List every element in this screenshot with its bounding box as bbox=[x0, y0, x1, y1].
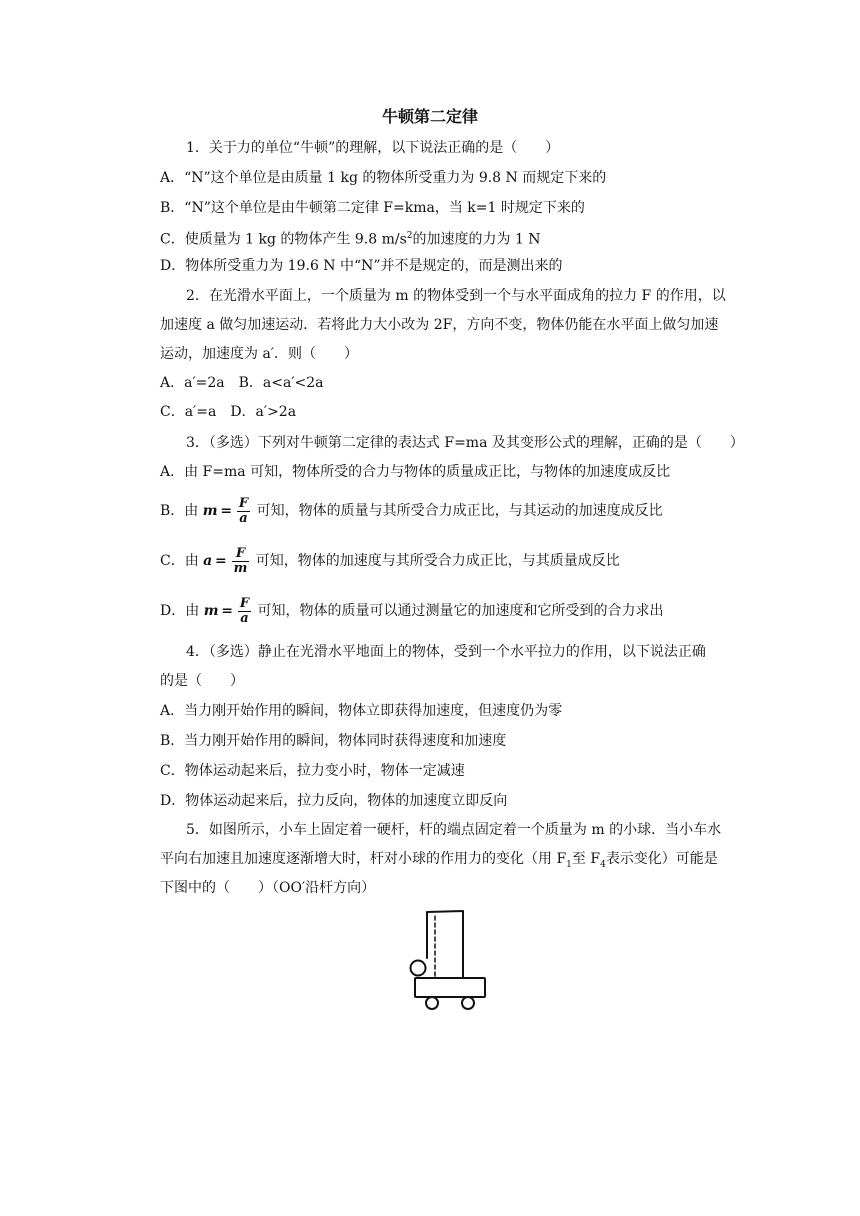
q1-option-b: B．“N”这个单位是由牛顿第二定律 F=kma，当 k=1 时规定下来的 bbox=[160, 200, 585, 216]
q3-option-d-post: 可知，物体的质量可以通过测量它的加速度和它所受到的合力求出 bbox=[257, 603, 664, 619]
q1-option-c-sup: 2 bbox=[406, 231, 413, 241]
ball bbox=[411, 961, 426, 976]
q2-line-3: 运动，加速度为 a′．则（ ） bbox=[160, 346, 358, 362]
q3-stem: 3．（多选）下列对牛顿第二定律的表达式 F=ma 及其变形公式的理解，正确的是（ ） bbox=[186, 435, 744, 451]
q1-option-d: D．物体所受重力为 19.6 N 中“N”并不是规定的，而是测出来的 bbox=[160, 258, 563, 274]
q4-option-b: B．当力刚开始作用的瞬间，物体同时获得速度和加速度 bbox=[160, 733, 507, 749]
q3-option-d-denominator: a bbox=[238, 611, 251, 626]
q1-stem: 1．关于力的单位“牛顿”的理解，以下说法正确的是（ ） bbox=[186, 140, 560, 156]
q3-option-a: A．由 F=ma 可知，物体所受的合力与物体的质量成正比，与物体的加速度成反比 bbox=[160, 464, 671, 480]
q3-option-d: D．由 m = $\frac{F}{a}$ 可知，物体的质量可以通过测量它的加速度和它所受到的合力求出 bbox=[160, 595, 664, 626]
q3-option-b-denominator: a bbox=[237, 511, 250, 526]
q5-line-2-sub-1: 1 bbox=[566, 859, 572, 870]
q2-line-1: 2．在光滑水平面上，一个质量为 m 的物体受到一个与水平面成角的拉力 F 的作用，以 bbox=[186, 288, 726, 304]
q3-option-c-denominator: m bbox=[233, 560, 248, 576]
q3-option-b-lhs: m bbox=[202, 503, 218, 519]
q3-option-b-pre: B．由 bbox=[160, 503, 199, 519]
cart-wheel-right bbox=[462, 997, 474, 1009]
q3-option-c-numerator: F bbox=[235, 545, 246, 561]
page-title: 牛顿第二定律 bbox=[381, 107, 478, 126]
rod bbox=[427, 911, 463, 978]
q3-option-c-pre: C．由 bbox=[160, 553, 199, 569]
q3-option-d-lhs: m bbox=[203, 603, 219, 619]
q5-line-2-post: 表示变化）可能是 bbox=[605, 851, 718, 867]
q1-option-c-pre: C．使质量为 1 kg 的物体产生 9.8 m/s bbox=[160, 231, 407, 248]
q3-option-c-fraction bbox=[232, 547, 250, 576]
q1-option-c-post: 的加速度的力为 1 N bbox=[412, 231, 541, 248]
q2-options-ab: A．a′=2a B．a<a′<2a bbox=[160, 375, 324, 391]
q4-line-1: 4．（多选）静止在光滑水平地面上的物体，受到一个水平拉力的作用，以下说法正确 bbox=[186, 644, 706, 660]
q3-option-d-numerator: F bbox=[239, 595, 250, 611]
cart-body bbox=[415, 978, 485, 997]
q1-option-a: A．“N”这个单位是由质量 1 kg 的物体所受重力为 9.8 N 而规定下来的 bbox=[160, 170, 607, 186]
q3-option-c-post: 可知，物体的加速度与其所受合力成正比，与其质量成反比 bbox=[255, 553, 620, 569]
cart-wheel-left bbox=[426, 997, 438, 1009]
q3-option-d-fraction bbox=[238, 597, 251, 626]
q5-line-2-pre: 平向右加速且加速度逐渐增大时，杆对小球的作用力的变化（用 F bbox=[160, 851, 567, 867]
q4-option-c: C．物体运动起来后，拉力变小时，物体一定减速 bbox=[160, 763, 465, 779]
cart-rod-ball-figure bbox=[405, 906, 495, 1026]
q4-option-d: D．物体运动起来后，拉力反向，物体的加速度立即反向 bbox=[160, 793, 508, 809]
q3-option-b-fraction bbox=[237, 497, 250, 526]
q5-line-2-sub-2: 4 bbox=[600, 859, 606, 870]
q5-line-3: 下图中的（ ）（OO′沿杆方向） bbox=[160, 880, 376, 896]
q3-option-c: C．由 a = $\frac{F}{m}$ 可知，物体的加速度与其所受合力成正比，与其质量成反比 bbox=[160, 545, 620, 576]
q4-line-2: 的是（ ） bbox=[160, 673, 244, 689]
q2-line-2: 加速度 a 做匀加速运动．若将此力大小改为 2F，方向不变，物体仍能在水平面上做匀加速 bbox=[160, 317, 719, 333]
q3-option-b: B．由 m = $\frac{F}{a}$ 可知，物体的质量与其所受合力成正比，与其运动的加速度成反比 bbox=[160, 495, 663, 526]
q1-option-c bbox=[160, 226, 541, 250]
q3-option-b-post: 可知，物体的质量与其所受合力成正比，与其运动的加速度成反比 bbox=[256, 503, 663, 519]
q3-option-c-lhs: a bbox=[203, 553, 213, 569]
q3-option-b-numerator: F bbox=[238, 495, 249, 511]
q5-line-1: 5．如图所示，小车上固定着一硬杆，杆的端点固定着一个质量为 m 的小球．当小车水 bbox=[186, 822, 722, 838]
q3-option-d-pre: D．由 bbox=[160, 603, 200, 619]
q5-line-2-mid: 至 F bbox=[571, 851, 601, 867]
q2-options-cd: C．a′=a D．a′>2a bbox=[160, 404, 297, 420]
q5-line-2 bbox=[160, 849, 718, 875]
q4-option-a: A．当力刚开始作用的瞬间，物体立即获得加速度，但速度仍为零 bbox=[160, 703, 563, 719]
